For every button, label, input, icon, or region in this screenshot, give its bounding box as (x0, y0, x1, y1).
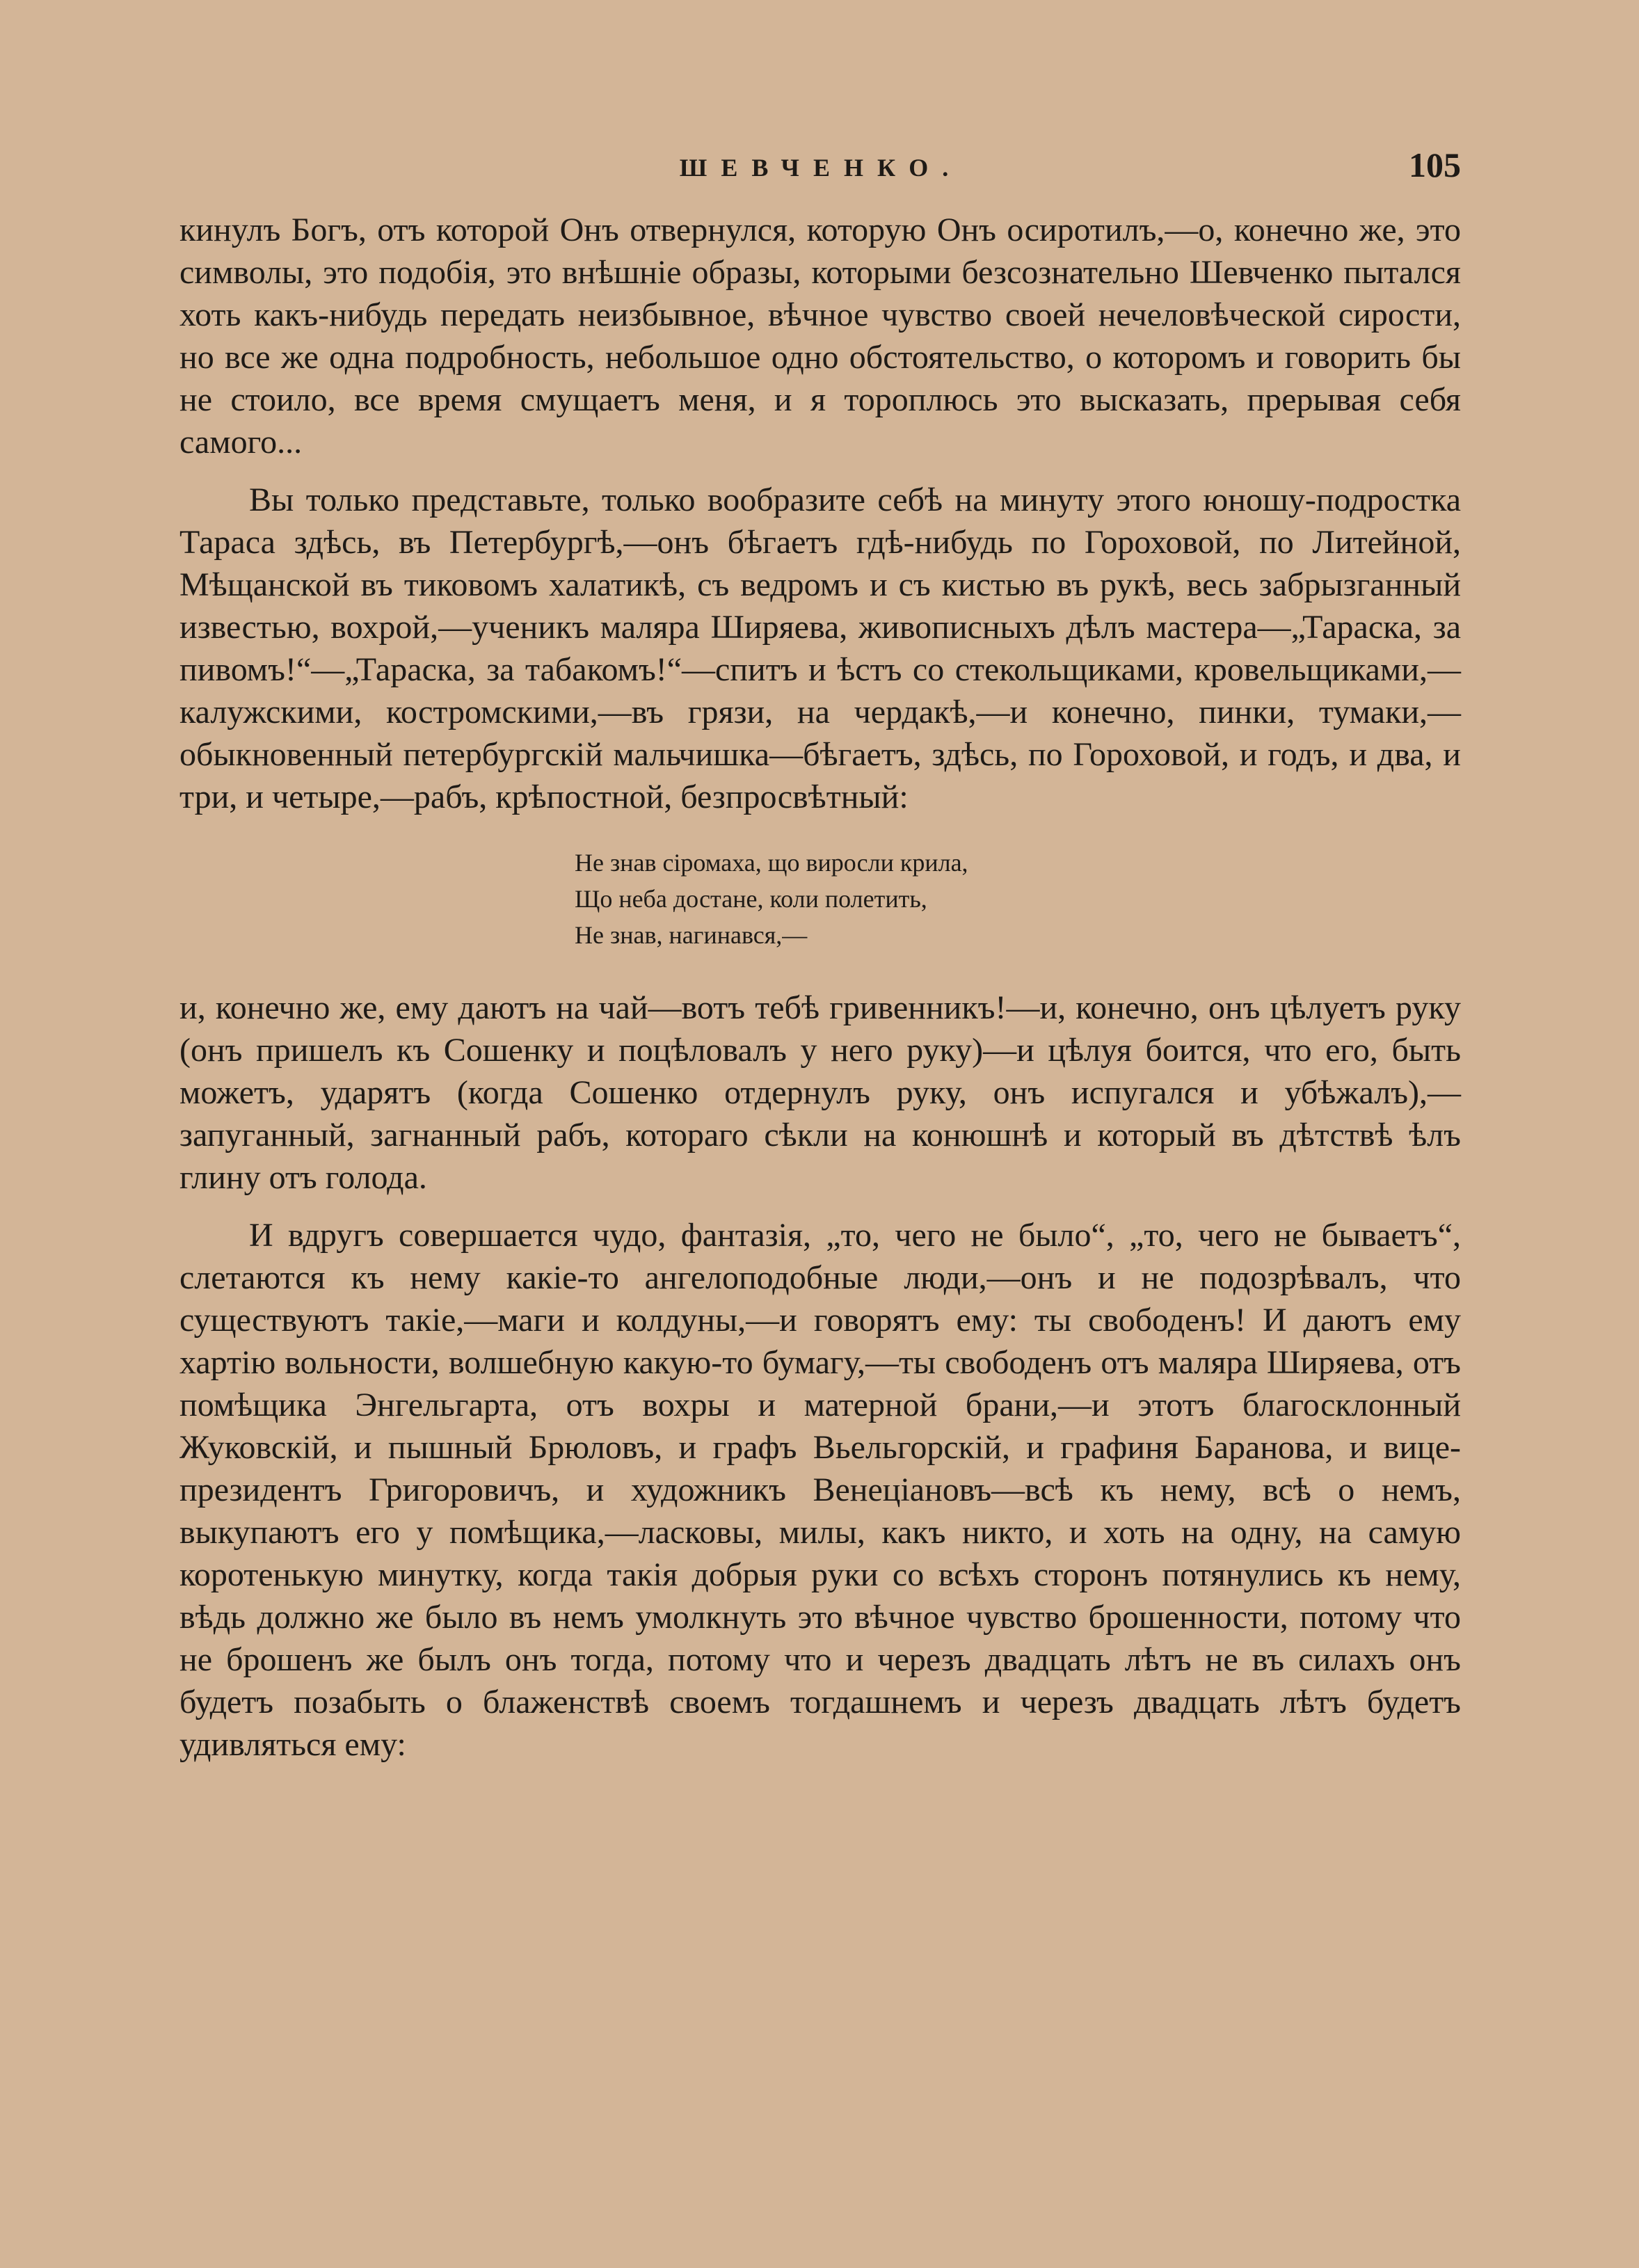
running-title: ШЕВЧЕНКО. (679, 154, 963, 182)
paragraph-miracle: И вдругъ совершается чудо, фантазія, „то, чего не было“, „то, чего не бываетъ“, слетаются къ нему какіе-то ангелоподобные люди,—онъ и не подозрѣвалъ, что существуютъ такіе,—маги и колдуны,—и говорятъ ему: ты свободенъ! И даютъ ему хартію вольности, волшебную какую-то бумагу,—ты свободенъ отъ маляра Ширяева, отъ помѣщика Энгельгарта, отъ вохры и матерной брани,—и этотъ благосклонный Жуковскій, и пышный Брюловъ, и графъ Вьельгорскій, и графиня Баранова, и вице-президентъ Григоровичъ, и художникъ Венеціановъ—всѣ къ нему, всѣ о немъ, выкупаютъ его у помѣщика,—ласковы, милы, какъ никто, и хоть на одну, на самую коротенькую минутку, когда такія добрыя руки со всѣхъ сторонъ потянулись къ нему, вѣдь должно же было въ немъ умолкнуть это вѣчное чувство брошенности, потому что не брошенъ же былъ онъ тогда, потому что и черезъ двадцать лѣтъ не въ силахъ онъ будетъ позабыть о блаженствѣ своемъ тогдашнемъ и черезъ двадцать лѣтъ будетъ удивляться ему: (179, 1217, 1461, 1763)
verse-line: Що неба достане, коли полетить, (575, 885, 927, 913)
paragraph-after-verse: и, конечно же, ему даютъ на чай—вотъ тебѣ гривенникъ!—и, конечно, онъ цѣлуетъ руку (онъ пришелъ къ Сошенку и поцѣловалъ у него руку)—и цѣлуя боится, что его, быть можетъ, ударятъ (когда Сошенко отдернулъ руку, онъ испугался и убѣжалъ),—запуганный, загнанный рабъ, котораго сѣкли на конюшнѣ и который въ дѣтствѣ ѣлъ глину отъ голода. (179, 989, 1461, 1196)
paragraph-continued: кинулъ Богъ, отъ которой Онъ отвернулся, которую Онъ осиротилъ,—о, конечно же, это символы, это подобія, это внѣшніе образы, которыми безсознательно Шевченко пытался хоть какъ-нибудь передать неизбывное, вѣчное чувство своей нечеловѣческой сирости, но все же одна подробность, небольшое одно обстоятельство, о которомъ и говорить бы не стоило, все время смущаетъ меня, и я тороплюсь это высказать, прерывая себя самого... (179, 211, 1461, 461)
paragraph-petersburg: Вы только представьте, только вообразите себѣ на минуту этого юношу-подростка Тараса здѣсь, въ Петербургѣ,—онъ бѣгаетъ гдѣ-нибудь по Гороховой, по Литейной, Мѣщанской въ тиковомъ халатикѣ, съ ведромъ и съ кистью въ рукѣ, весь забрызганный известью, вохрой,—ученикъ маляра Ширяева, живописныхъ дѣлъ мастера—„Тараска, за пивомъ!“—„Тараска, за табакомъ!“—спитъ и ѣстъ со стекольщиками, кровельщиками,—калужскими, костромскими,—въ грязи, на чердакѣ,—и конечно, пинки, тумаки,—обыкновенный петербургскій мальчишка—бѣгаетъ, здѣсь, по Гороховой, и годъ, и два, и три, и четыре,—рабъ, крѣпостной, безпросвѣтный: (179, 481, 1461, 815)
body-text (179, 209, 1461, 1766)
verse-line: Не знав сіромаха, що виросли крила, (575, 849, 968, 877)
paragraph-gap (179, 463, 1461, 479)
page-number: 105 (1409, 145, 1461, 184)
verse-line: Не знав, нагинався,— (575, 921, 808, 949)
paragraph-gap (179, 1199, 1461, 1214)
running-head (181, 145, 1461, 186)
verse-quote (575, 845, 1461, 953)
